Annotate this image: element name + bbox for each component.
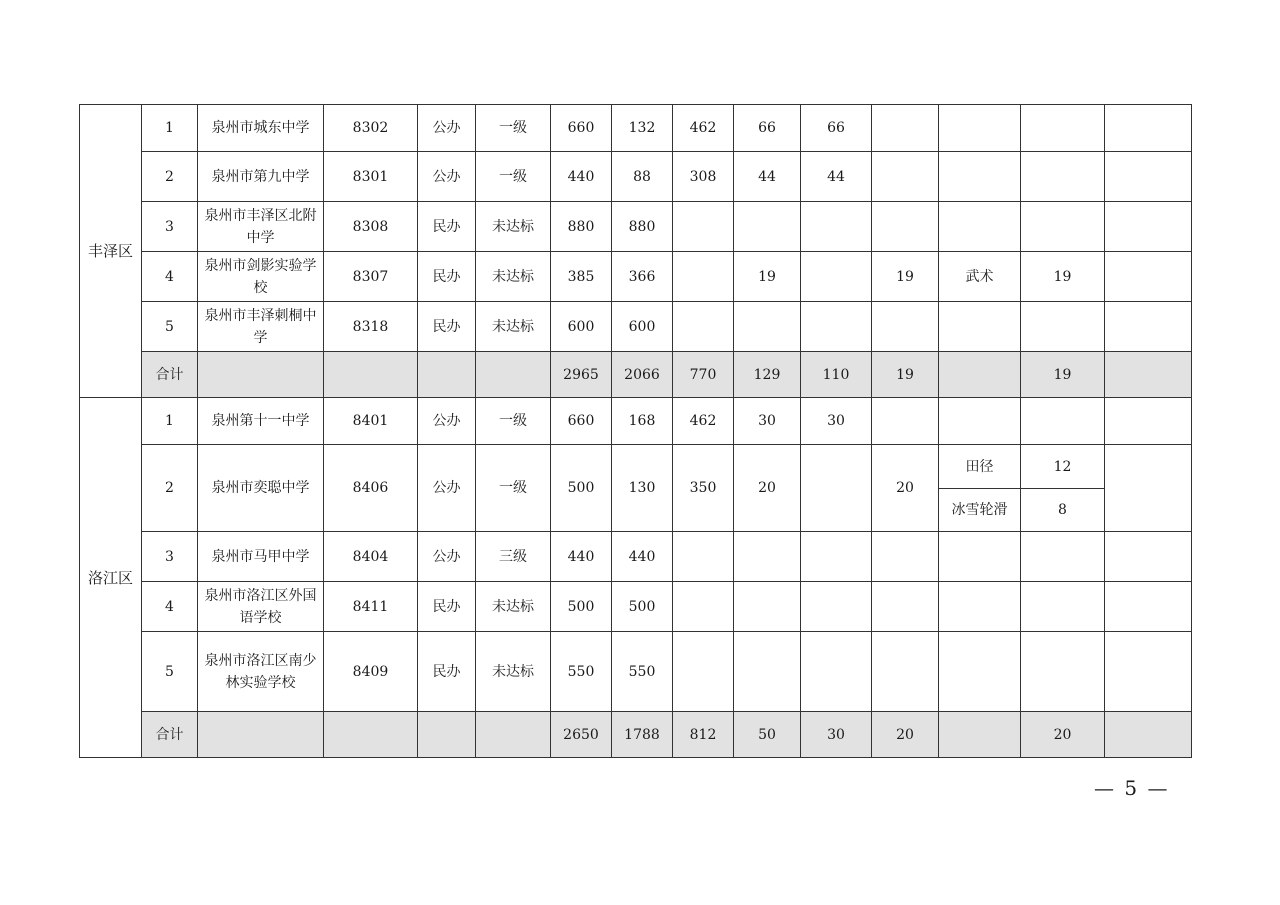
- school-level: 一级: [476, 105, 551, 152]
- value-cell: 600: [551, 302, 612, 352]
- value-cell: [673, 582, 734, 632]
- blank-cell: [324, 712, 418, 758]
- school-code: 8409: [324, 632, 418, 712]
- row-number: 1: [142, 398, 198, 445]
- total-label: 合计: [142, 352, 198, 398]
- total-value: 110: [801, 352, 872, 398]
- sport-count: 19: [1021, 252, 1105, 302]
- blank-cell: [418, 712, 476, 758]
- value-cell: 20: [872, 445, 939, 532]
- blank-cell: [418, 352, 476, 398]
- enrollment-table: [79, 104, 1192, 758]
- school-name: 泉州市丰泽刺桐中学: [198, 302, 324, 352]
- blank-cell: [1105, 632, 1192, 712]
- total-value: 1788: [612, 712, 673, 758]
- row-number: 3: [142, 532, 198, 582]
- school-type: 民办: [418, 632, 476, 712]
- value-cell: 30: [801, 398, 872, 445]
- value-cell: 385: [551, 252, 612, 302]
- value-cell: [801, 302, 872, 352]
- value-cell: [801, 252, 872, 302]
- table-row: [80, 202, 1192, 252]
- table-row: [80, 582, 1192, 632]
- school-level: 未达标: [476, 582, 551, 632]
- blank-cell: [1105, 532, 1192, 582]
- row-number: 5: [142, 302, 198, 352]
- row-number: 2: [142, 445, 198, 532]
- total-label: 合计: [142, 712, 198, 758]
- sport-count: [1021, 302, 1105, 352]
- table-row: [80, 252, 1192, 302]
- school-code: 8406: [324, 445, 418, 532]
- sport-count: [1021, 398, 1105, 445]
- total-value: 19: [872, 352, 939, 398]
- total-value: 30: [801, 712, 872, 758]
- sport-count: [1021, 105, 1105, 152]
- school-type: 公办: [418, 532, 476, 582]
- school-name: 泉州市城东中学: [198, 105, 324, 152]
- school-code: 8308: [324, 202, 418, 252]
- blank-cell: [1105, 582, 1192, 632]
- value-cell: 440: [551, 532, 612, 582]
- value-cell: [801, 445, 872, 532]
- district-name: 洛江区: [80, 398, 142, 758]
- value-cell: [673, 202, 734, 252]
- school-level: 未达标: [476, 302, 551, 352]
- blank-cell: [1105, 202, 1192, 252]
- school-name: 泉州市洛江区南少林实验学校: [198, 632, 324, 712]
- blank-cell: [198, 352, 324, 398]
- school-level: 一级: [476, 152, 551, 202]
- school-level: 未达标: [476, 202, 551, 252]
- value-cell: [801, 632, 872, 712]
- blank-cell: [1105, 445, 1192, 532]
- sport-count: [1021, 532, 1105, 582]
- table-row: [80, 302, 1192, 352]
- sport-count: [1021, 202, 1105, 252]
- value-cell: [872, 632, 939, 712]
- value-cell: 880: [612, 202, 673, 252]
- district-name: 丰泽区: [80, 105, 142, 398]
- value-cell: [734, 532, 801, 582]
- school-type: 民办: [418, 302, 476, 352]
- school-code: 8302: [324, 105, 418, 152]
- school-level: 三级: [476, 532, 551, 582]
- row-number: 3: [142, 202, 198, 252]
- row-number: 5: [142, 632, 198, 712]
- value-cell: [801, 532, 872, 582]
- school-code: 8301: [324, 152, 418, 202]
- sport-count: [1021, 632, 1105, 712]
- school-level: 未达标: [476, 632, 551, 712]
- value-cell: 462: [673, 398, 734, 445]
- value-cell: 366: [612, 252, 673, 302]
- school-type: 公办: [418, 398, 476, 445]
- school-type: 公办: [418, 105, 476, 152]
- value-cell: [801, 582, 872, 632]
- row-number: 1: [142, 105, 198, 152]
- value-cell: [872, 532, 939, 582]
- school-code: 8318: [324, 302, 418, 352]
- table-row: [80, 152, 1192, 202]
- school-code: 8307: [324, 252, 418, 302]
- sport-name: [939, 202, 1021, 252]
- table-row: [80, 398, 1192, 445]
- total-value: 20: [872, 712, 939, 758]
- value-cell: [872, 152, 939, 202]
- value-cell: 66: [734, 105, 801, 152]
- value-cell: 168: [612, 398, 673, 445]
- value-cell: 500: [612, 582, 673, 632]
- value-cell: 44: [801, 152, 872, 202]
- sport-name: [939, 152, 1021, 202]
- value-cell: [734, 302, 801, 352]
- value-cell: [872, 582, 939, 632]
- sport-name: 田径: [939, 445, 1021, 489]
- school-code: 8411: [324, 582, 418, 632]
- school-type: 公办: [418, 445, 476, 532]
- school-code: 8404: [324, 532, 418, 582]
- blank-cell: [1105, 712, 1192, 758]
- school-level: 一级: [476, 445, 551, 532]
- value-cell: 880: [551, 202, 612, 252]
- value-cell: [872, 105, 939, 152]
- blank-cell: [1105, 398, 1192, 445]
- value-cell: [872, 398, 939, 445]
- value-cell: 130: [612, 445, 673, 532]
- table-row: [80, 445, 1192, 489]
- total-row: [80, 712, 1192, 758]
- school-type: 民办: [418, 582, 476, 632]
- row-number: 4: [142, 252, 198, 302]
- school-name: 泉州市第九中学: [198, 152, 324, 202]
- table-row: [80, 532, 1192, 582]
- value-cell: 462: [673, 105, 734, 152]
- value-cell: 30: [734, 398, 801, 445]
- value-cell: [734, 632, 801, 712]
- school-level: 一级: [476, 398, 551, 445]
- value-cell: [734, 582, 801, 632]
- sport-count: [1021, 152, 1105, 202]
- value-cell: [673, 532, 734, 582]
- value-cell: [872, 302, 939, 352]
- value-cell: 19: [872, 252, 939, 302]
- sport-count: [1021, 582, 1105, 632]
- blank-cell: [939, 352, 1021, 398]
- blank-cell: [476, 352, 551, 398]
- sport-name: [939, 105, 1021, 152]
- school-name: 泉州市剑影实验学校: [198, 252, 324, 302]
- value-cell: 66: [801, 105, 872, 152]
- row-number: 2: [142, 152, 198, 202]
- value-cell: [734, 202, 801, 252]
- value-cell: 500: [551, 582, 612, 632]
- school-name: 泉州市奕聪中学: [198, 445, 324, 532]
- total-value: 50: [734, 712, 801, 758]
- school-name: 泉州市洛江区外国语学校: [198, 582, 324, 632]
- total-value: 20: [1021, 712, 1105, 758]
- blank-cell: [1105, 152, 1192, 202]
- value-cell: 308: [673, 152, 734, 202]
- blank-cell: [939, 712, 1021, 758]
- value-cell: [872, 202, 939, 252]
- value-cell: 660: [551, 105, 612, 152]
- sport-count: 12: [1021, 445, 1105, 489]
- school-type: 民办: [418, 202, 476, 252]
- school-level: 未达标: [476, 252, 551, 302]
- value-cell: 550: [612, 632, 673, 712]
- blank-cell: [1105, 252, 1192, 302]
- total-value: 2066: [612, 352, 673, 398]
- total-value: 129: [734, 352, 801, 398]
- sport-count: 8: [1021, 489, 1105, 532]
- table-row: [80, 632, 1192, 712]
- value-cell: 20: [734, 445, 801, 532]
- sport-name: 武术: [939, 252, 1021, 302]
- value-cell: 19: [734, 252, 801, 302]
- value-cell: 44: [734, 152, 801, 202]
- value-cell: [673, 252, 734, 302]
- value-cell: 440: [551, 152, 612, 202]
- sport-name: [939, 398, 1021, 445]
- table-row: [80, 105, 1192, 152]
- sport-name: [939, 302, 1021, 352]
- sport-name: [939, 582, 1021, 632]
- total-value: 2650: [551, 712, 612, 758]
- total-value: 19: [1021, 352, 1105, 398]
- school-name: 泉州市丰泽区北附中学: [198, 202, 324, 252]
- blank-cell: [198, 712, 324, 758]
- value-cell: [673, 302, 734, 352]
- page-number: — 5 —: [1094, 776, 1170, 800]
- sport-name: [939, 532, 1021, 582]
- blank-cell: [1105, 105, 1192, 152]
- school-name: 泉州第十一中学: [198, 398, 324, 445]
- value-cell: 500: [551, 445, 612, 532]
- sport-name: [939, 632, 1021, 712]
- value-cell: [801, 202, 872, 252]
- sport-name: 冰雪轮滑: [939, 489, 1021, 532]
- blank-cell: [1105, 302, 1192, 352]
- value-cell: 88: [612, 152, 673, 202]
- row-number: 4: [142, 582, 198, 632]
- blank-cell: [324, 352, 418, 398]
- school-code: 8401: [324, 398, 418, 445]
- value-cell: 440: [612, 532, 673, 582]
- value-cell: 660: [551, 398, 612, 445]
- total-row: [80, 352, 1192, 398]
- total-value: 812: [673, 712, 734, 758]
- value-cell: 550: [551, 632, 612, 712]
- school-type: 公办: [418, 152, 476, 202]
- school-name: 泉州市马甲中学: [198, 532, 324, 582]
- value-cell: [673, 632, 734, 712]
- school-type: 民办: [418, 252, 476, 302]
- value-cell: 600: [612, 302, 673, 352]
- value-cell: 350: [673, 445, 734, 532]
- blank-cell: [1105, 352, 1192, 398]
- total-value: 770: [673, 352, 734, 398]
- total-value: 2965: [551, 352, 612, 398]
- value-cell: 132: [612, 105, 673, 152]
- blank-cell: [476, 712, 551, 758]
